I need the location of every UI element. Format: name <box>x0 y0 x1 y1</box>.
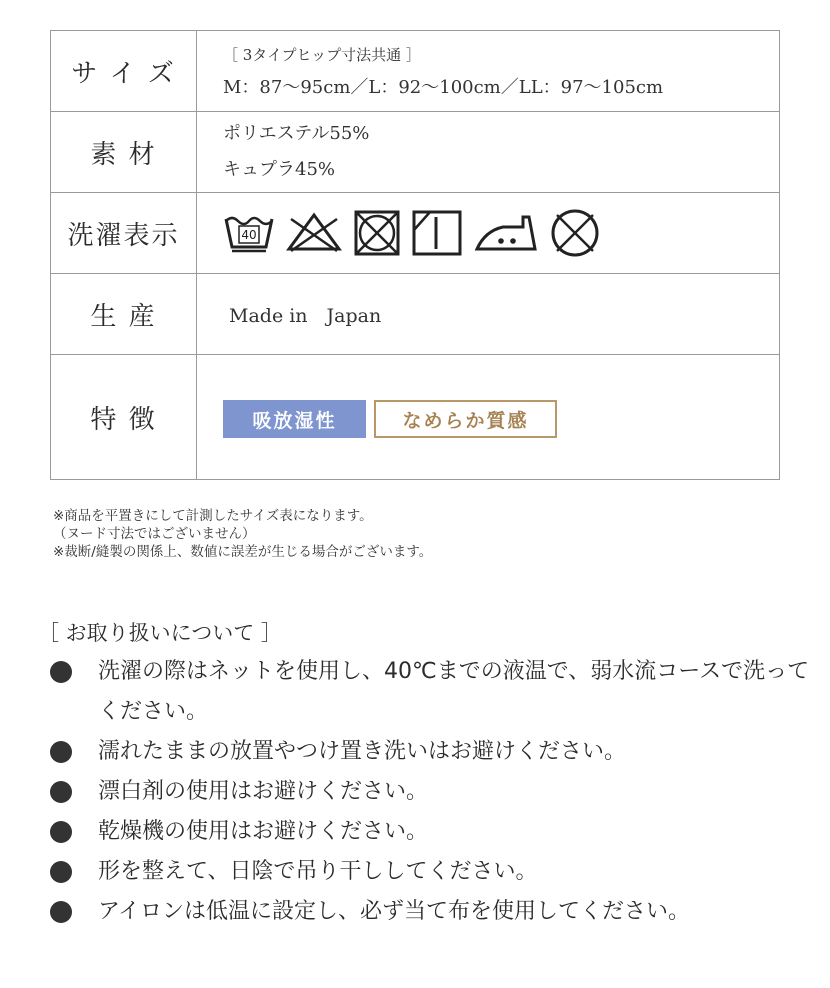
no-tumble-dry-icon <box>353 209 401 257</box>
measurement-notes <box>53 507 432 561</box>
bullet-icon <box>50 741 72 763</box>
wash-40-gentle-icon <box>223 211 275 255</box>
note-line: （ヌード寸法ではございません） <box>53 526 256 542</box>
list-item <box>50 892 830 932</box>
instruction-text: 乾燥機の使用はお避けください。 <box>98 819 429 844</box>
material-value <box>197 112 779 192</box>
origin-text: Made in Japan <box>229 304 382 327</box>
instruction-text: 洗濯の際はネットを使用し、40℃までの液温で、弱水流コースで洗ってください。 <box>98 659 810 724</box>
care-instructions-list <box>50 652 830 932</box>
line-dry-shade-icon <box>411 209 463 257</box>
material-line: ポリエステル55% <box>223 123 370 144</box>
feature-tag-smooth: なめらか質感 <box>374 400 557 438</box>
origin-value <box>197 274 779 354</box>
material-label: 素 材 <box>51 112 197 192</box>
features-value <box>197 355 779 479</box>
no-bleach-icon <box>285 211 343 255</box>
feature-tag-moisture: 吸放湿性 <box>223 400 366 438</box>
list-item <box>50 812 830 852</box>
list-item <box>50 652 830 732</box>
features-label: 特 徴 <box>51 355 197 479</box>
instruction-text: 濡れたままの放置やつけ置き洗いはお避けください。 <box>98 739 627 764</box>
instruction-text: 漂白剤の使用はお避けください。 <box>98 779 429 804</box>
instruction-text: アイロンは低温に設定し、必ず当て布を使用してください。 <box>98 899 691 924</box>
origin-row <box>51 274 779 355</box>
care-heading: ［ お取り扱いについて ］ <box>38 621 282 645</box>
list-item <box>50 772 830 812</box>
wash-temp-text: 40 <box>241 228 257 242</box>
spec-table <box>50 30 780 480</box>
features-row <box>51 355 779 479</box>
note-line: ※商品を平置きにして計測したサイズ表になります。 <box>53 508 373 524</box>
size-note: ［ 3タイプヒップ寸法共通 ］ <box>223 45 421 64</box>
note-line: ※裁断/縫製の関係上、数値に誤差が生じる場合がございます。 <box>53 544 433 560</box>
size-range: M：87〜95cm／L：92〜100cm／LL：97〜105cm <box>223 76 664 98</box>
care-label-label: 洗濯表示 <box>51 193 197 273</box>
size-row <box>51 31 779 112</box>
material-line: キュプラ45% <box>223 159 336 180</box>
material-row <box>51 112 779 193</box>
care-symbols <box>197 193 779 273</box>
bullet-icon <box>50 861 72 883</box>
iron-medium-icon <box>473 211 539 255</box>
origin-label: 生 産 <box>51 274 197 354</box>
bullet-icon <box>50 901 72 923</box>
bullet-icon <box>50 781 72 803</box>
care-label-row <box>51 193 779 274</box>
list-item <box>50 732 830 772</box>
instruction-text: 形を整えて、日陰で吊り干ししてください。 <box>98 859 538 884</box>
list-item <box>50 852 830 892</box>
bullet-icon <box>50 821 72 843</box>
size-label: サ イ ズ <box>51 31 197 111</box>
no-dry-clean-icon <box>549 207 601 259</box>
bullet-icon <box>50 661 72 683</box>
size-value <box>197 31 779 111</box>
